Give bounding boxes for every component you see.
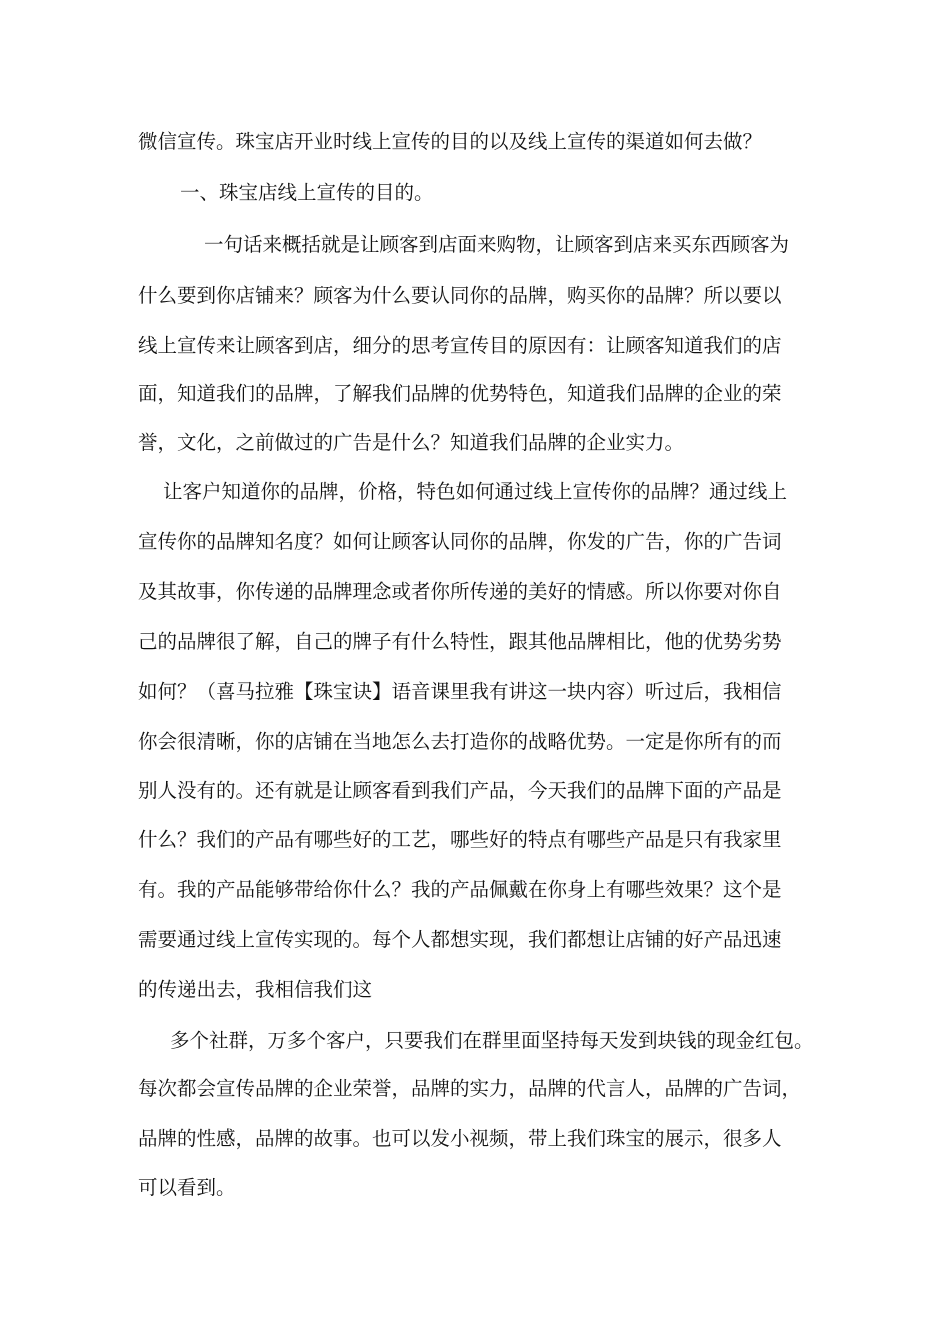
text-line: 一句话来概括就是让顾客到店面来购物，让顾客到店来买东西顾客为: [204, 233, 790, 256]
text-line: 线上宣传来让顾客到店，细分的思考宣传目的原因有：让顾客知道我们的店: [138, 334, 782, 357]
text-line: 如何？（喜马拉雅【珠宝诀】语音课里我有讲这一块内容）听过后，我相信: [138, 680, 782, 703]
text-line: 微信宣传。珠宝店开业时线上宣传的目的以及线上宣传的渠道如何去做？: [138, 130, 763, 153]
text-line: 及其故事，你传递的品牌理念或者你所传递的美好的情感。所以你要对你自: [138, 580, 782, 603]
text-line: 宣传你的品牌知名度？如何让顾客认同你的品牌，你发的广告，你的广告词: [138, 530, 782, 553]
text-line: 品牌的性感，品牌的故事。也可以发小视频，带上我们珠宝的展示，很多人: [138, 1127, 782, 1150]
text-line: 别人没有的。还有就是让顾客看到我们产品，今天我们的品牌下面的产品是: [138, 779, 782, 802]
text-line: 什么？我们的产品有哪些好的工艺，哪些好的特点有哪些产品是只有我家里: [138, 828, 782, 851]
text-line: 每次都会宣传品牌的企业荣誉，品牌的实力，品牌的代言人，品牌的广告词，: [138, 1077, 802, 1100]
text-line: 让客户知道你的品牌，价格，特色如何通过线上宣传你的品牌？通过线上: [163, 480, 788, 503]
section-heading: 一、珠宝店线上宣传的目的。: [180, 181, 434, 204]
text-line: 的传递出去，我相信我们这: [138, 978, 373, 1001]
text-line: 己的品牌很了解，自己的牌子有什么特性，跟其他品牌相比，他的优势劣势: [138, 630, 782, 653]
text-line: 什么要到你店铺来？顾客为什么要认同你的品牌，购买你的品牌？所以要以: [138, 284, 782, 307]
text-line: 可以看到。: [138, 1176, 236, 1199]
text-line: 面，知道我们的品牌，了解我们品牌的优势特色，知道我们品牌的企业的荣: [138, 382, 782, 405]
text-line: 有。我的产品能够带给你什么？我的产品佩戴在你身上有哪些效果？这个是: [138, 878, 782, 901]
text-line: 多个社群，万多个客户，只要我们在群里面坚持每天发到块钱的现金红包。: [170, 1029, 814, 1052]
text-line: 需要通过线上宣传实现的。每个人都想实现，我们都想让店铺的好产品迅速: [138, 928, 782, 951]
text-line: 誉，文化，之前做过的广告是什么？知道我们品牌的企业实力。: [138, 431, 685, 454]
text-line: 你会很清晰，你的店铺在当地怎么去打造你的战略优势。一定是你所有的而: [138, 730, 782, 753]
